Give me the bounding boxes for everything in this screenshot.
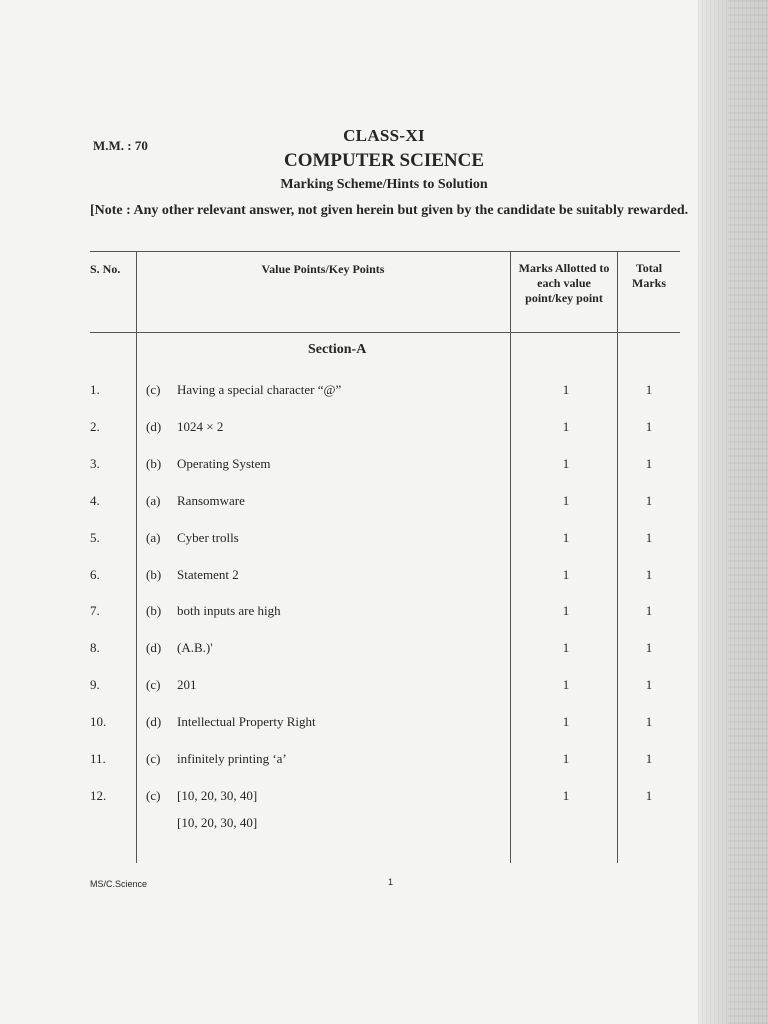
row-option: (d): [146, 640, 162, 655]
row-sno: 3.: [90, 456, 100, 471]
row-marks: 1: [562, 751, 570, 766]
table-row: [0, 419, 768, 439]
table-row: [0, 567, 768, 587]
row-option: (d): [146, 714, 162, 729]
row-answer: (A.B.)': [177, 640, 213, 655]
row-marks: 1: [562, 788, 570, 803]
page-number: 1: [388, 877, 394, 887]
header-sno: S. No.: [90, 262, 121, 276]
row-marks: 1: [562, 456, 570, 471]
row-sno: 8.: [90, 640, 100, 655]
table-row: [0, 788, 768, 808]
row-answer: Cyber trolls: [177, 530, 239, 545]
row-marks: 1: [562, 567, 570, 582]
header-total-marks: Total Marks: [632, 261, 666, 290]
note-text: [Note : Any other relevant answer, not given herein but given by the candidate be suitably rewarded.: [90, 203, 689, 218]
table-row: [0, 714, 768, 734]
row-answer: Ransomware: [177, 493, 245, 508]
row-marks: 1: [562, 493, 570, 508]
row-sno: 1.: [90, 382, 100, 397]
section-a-heading: Section-A: [308, 342, 367, 357]
table-top-rule: [90, 251, 680, 252]
row-total: 1: [645, 677, 653, 692]
row-sno: 4.: [90, 493, 100, 508]
row-option: (d): [146, 419, 162, 434]
row-marks: 1: [562, 640, 570, 655]
row-option: (b): [146, 603, 162, 618]
row-option: (c): [146, 751, 161, 766]
subject-title: COMPUTER SCIENCE: [283, 150, 485, 171]
row-sno: 11.: [90, 751, 106, 766]
header-value-points: Value Points/Key Points: [261, 262, 385, 276]
row-12-second-answer: [10, 20, 30, 40]: [177, 815, 258, 830]
row-marks: 1: [562, 530, 570, 545]
row-marks: 1: [562, 382, 570, 397]
row-sno: 10.: [90, 714, 107, 729]
row-total: 1: [645, 419, 653, 434]
row-answer: Having a special character “@”: [177, 382, 342, 397]
header-marks-allotted: Marks Allotted to each value point/key point: [518, 261, 610, 305]
row-total: 1: [645, 788, 653, 803]
row-answer: [10, 20, 30, 40]: [177, 788, 258, 803]
row-total: 1: [645, 714, 653, 729]
row-sno: 5.: [90, 530, 100, 545]
row-total: 1: [645, 493, 653, 508]
row-sno: 2.: [90, 419, 100, 434]
row-sno: 7.: [90, 603, 100, 618]
column-divider-marks: [510, 251, 511, 863]
table-row: [0, 530, 768, 550]
row-option: (b): [146, 567, 162, 582]
table-row: [0, 640, 768, 660]
column-divider-sno: [136, 251, 137, 863]
row-sno: 6.: [90, 567, 100, 582]
row-answer: both inputs are high: [177, 603, 281, 618]
row-option: (b): [146, 456, 162, 471]
row-answer: 201: [177, 677, 197, 692]
table-header-rule: [90, 332, 680, 333]
row-answer: Statement 2: [177, 567, 239, 582]
row-answer: Operating System: [177, 456, 271, 471]
row-marks: 1: [562, 603, 570, 618]
row-marks: 1: [562, 677, 570, 692]
row-marks: 1: [562, 714, 570, 729]
scheme-title: Marking Scheme/Hints to Solution: [280, 177, 488, 192]
row-option: (a): [146, 493, 161, 508]
row-answer: infinitely printing ‘a’: [177, 751, 287, 766]
row-total: 1: [645, 603, 653, 618]
table-row: [0, 493, 768, 513]
row-marks: 1: [562, 419, 570, 434]
table-row: [0, 382, 768, 402]
row-sno: 12.: [90, 788, 107, 803]
row-total: 1: [645, 382, 653, 397]
row-total: 1: [645, 751, 653, 766]
row-option: (c): [146, 788, 161, 803]
row-answer: Intellectual Property Right: [177, 714, 316, 729]
class-title: CLASS-XI: [343, 126, 425, 145]
row-option: (c): [146, 382, 161, 397]
table-row: [0, 603, 768, 623]
column-divider-total: [617, 251, 618, 863]
row-total: 1: [645, 567, 653, 582]
table-row: [0, 751, 768, 771]
row-total: 1: [645, 640, 653, 655]
row-total: 1: [645, 456, 653, 471]
row-option: (c): [146, 677, 161, 692]
footer-code: MS/C.Science: [90, 879, 148, 889]
row-sno: 9.: [90, 677, 100, 692]
max-marks: M.M. : 70: [93, 138, 148, 153]
row-total: 1: [645, 530, 653, 545]
table-row: [0, 677, 768, 697]
row-answer: 1024 × 2: [177, 419, 224, 434]
table-row: [0, 456, 768, 476]
row-option: (a): [146, 530, 161, 545]
